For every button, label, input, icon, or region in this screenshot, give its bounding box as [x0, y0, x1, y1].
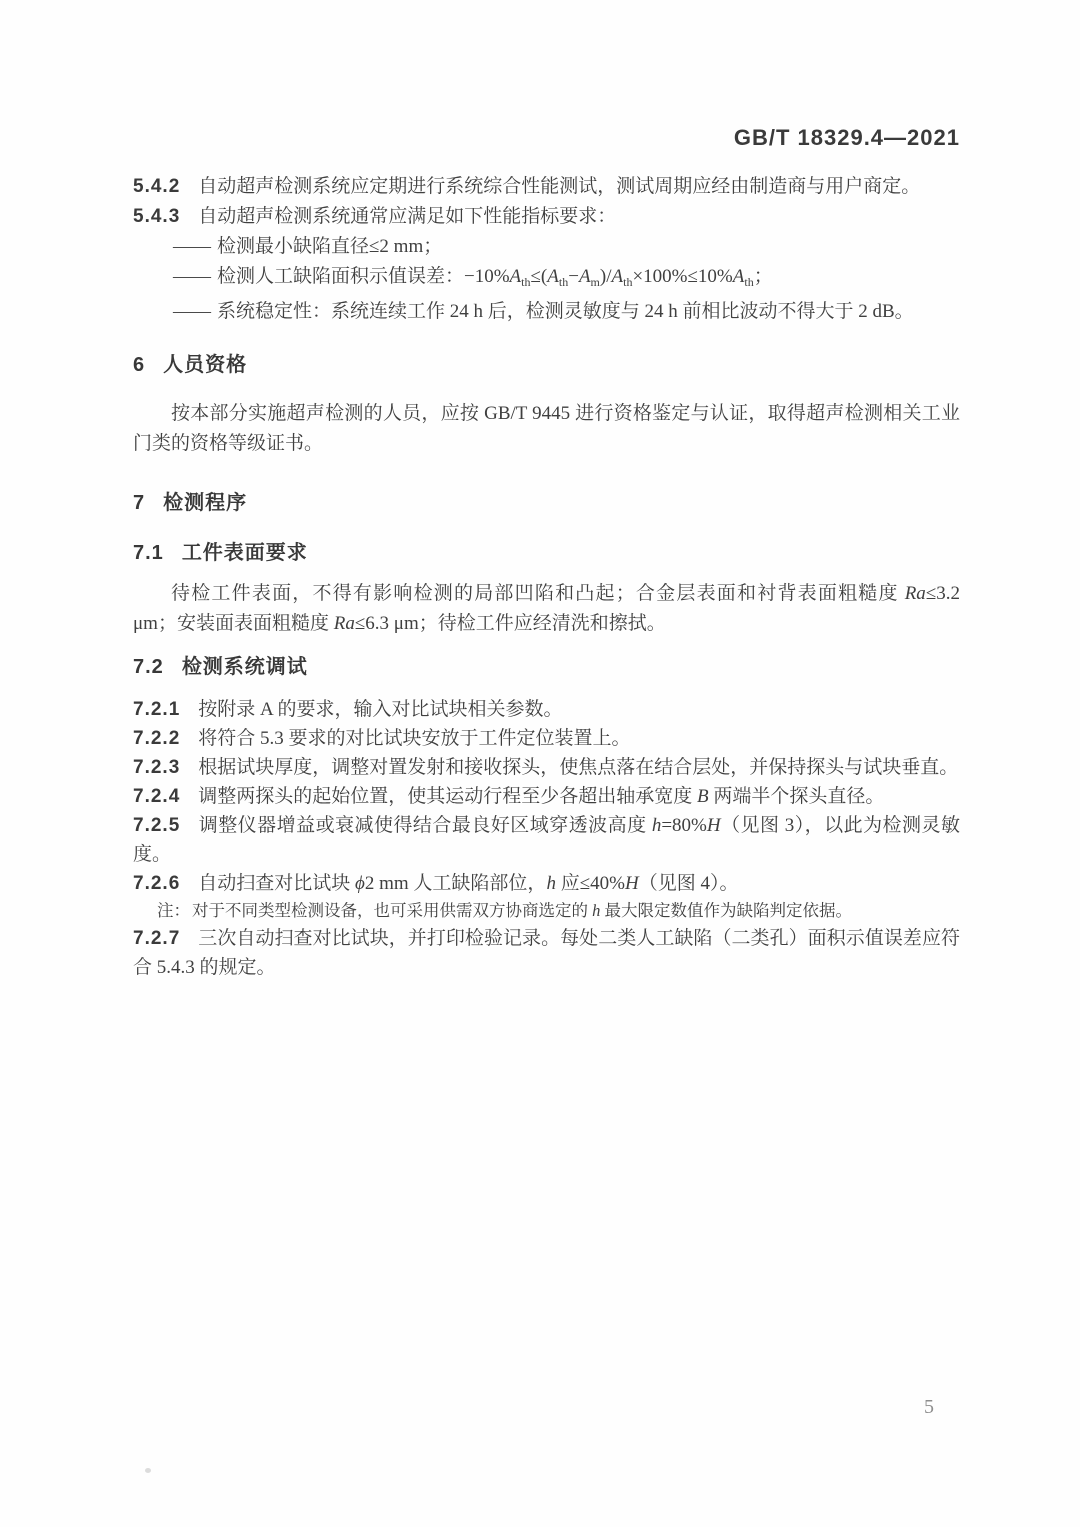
section-title: 检测程序: [163, 492, 248, 514]
standard-number-header: GB/T 18329.4—2021: [733, 125, 960, 150]
clause-7-2-5: [133, 811, 960, 869]
clause-number: 7.2.7: [133, 928, 181, 949]
note-text: 对于不同类型检测设备，也可采用供需双方协商选定的 h 最大限定数值作为缺陷判定依据。: [192, 901, 852, 920]
section-title: 工件表面要求: [181, 542, 308, 564]
clause-text: 自动扫查对比试块 ϕ2 mm 人工缺陷部位，h 应≤40%H（见图 4）。: [198, 873, 739, 894]
clause-number: 7.2.5: [133, 815, 181, 836]
clause-number: 7.2.1: [133, 699, 181, 720]
clause-number: 7.2.2: [133, 728, 181, 749]
clause-7-2-4: [133, 782, 960, 811]
paragraph-section-6: 按本部分实施超声检测的人员，应按 GB/T 9445 进行资格鉴定与认证，取得超声检测相关工业门类的资格等级证书。: [133, 403, 960, 454]
clause-number: 7.2.6: [133, 873, 181, 894]
clause-7-2-1: [133, 695, 960, 724]
section-heading-6: [133, 349, 960, 381]
dash-list-item-2: [173, 262, 960, 297]
dash-list-item-1: [173, 232, 960, 262]
document-content: [133, 124, 960, 982]
section-number: 7.1: [133, 542, 164, 564]
clause-text: 按附录 A 的要求，输入对比试块相关参数。: [198, 699, 563, 720]
clause-5-4-2: [133, 172, 960, 202]
clause-text: 调整仪器增益或衰减使得结合最良好区域穿透波高度 h=80%H（见图 3），以此为检测灵敏度。: [133, 815, 960, 865]
clause-7-2-7: [133, 924, 960, 982]
note-line: [157, 898, 960, 924]
dash-item-text: 检测人工缺陷面积示值误差：$-10\%A_{th}\le(A_{th}-A_m)/A_{th}\times 100\%\le 10\%A_{th}$；: [217, 266, 773, 289]
clause-number: 7.2.4: [133, 786, 181, 807]
section-number: 6: [133, 354, 146, 376]
dash-marker: ——: [173, 266, 211, 287]
clause-7-2-2: [133, 724, 960, 753]
clause-number: 7.2.3: [133, 757, 181, 778]
clause-number: 5.4.2: [133, 176, 181, 197]
dash-marker: ——: [173, 236, 211, 257]
note-label: 注：: [157, 901, 190, 920]
clause-text: 自动超声检测系统应定期进行系统综合性能测试，测试周期应经由制造商与用户商定。: [198, 176, 921, 197]
section-heading-7: [133, 487, 960, 519]
section-title: 检测系统调试: [181, 656, 308, 678]
clause-text: 将符合 5.3 要求的对比试块安放于工件定位装置上。: [198, 728, 631, 749]
scan-artifact-dot: [145, 1468, 151, 1473]
section-title: 人员资格: [163, 354, 248, 376]
clause-text: 根据试块厚度，调整对置发射和接收探头，使焦点落在结合层处，并保持探头与试块垂直。: [198, 757, 959, 778]
section-number: 7.2: [133, 656, 164, 678]
dash-item-text: 检测最小缺陷直径≤2 mm；: [217, 236, 443, 257]
dash-item-text: 系统稳定性：系统连续工作 24 h 后，检测灵敏度与 24 h 前相比波动不得大于 2 dB。: [217, 301, 914, 322]
clause-text: 调整两探头的起始位置，使其运动行程至少各超出轴承宽度 B 两端半个探头直径。: [198, 786, 885, 807]
section-heading-7-1: [133, 537, 960, 569]
clause-7-2-6: [133, 869, 960, 898]
clause-text: 自动超声检测系统通常应满足如下性能指标要求：: [198, 206, 617, 227]
paragraph-section-7-1: 待检工件表面，不得有影响检测的局部凹陷和凸起；合金层表面和衬背表面粗糙度 Ra≤3.2 μm；安装面表面粗糙度 Ra≤6.3 μm；待检工件应经清洗和擦拭。: [133, 583, 960, 634]
clause-text: 三次自动扫查对比试块，并打印检验记录。每处二类人工缺陷（二类孔）面积示值误差应符合 5.4.3 的规定。: [133, 928, 960, 978]
dash-list-item-3: [173, 297, 960, 327]
page-number: 5: [924, 1396, 934, 1418]
clause-number: 5.4.3: [133, 206, 181, 227]
dash-marker: ——: [173, 301, 211, 322]
clause-7-2-3: [133, 753, 960, 782]
section-number: 7: [133, 492, 146, 514]
clause-5-4-3: [133, 202, 960, 232]
section-heading-7-2: [133, 651, 960, 683]
